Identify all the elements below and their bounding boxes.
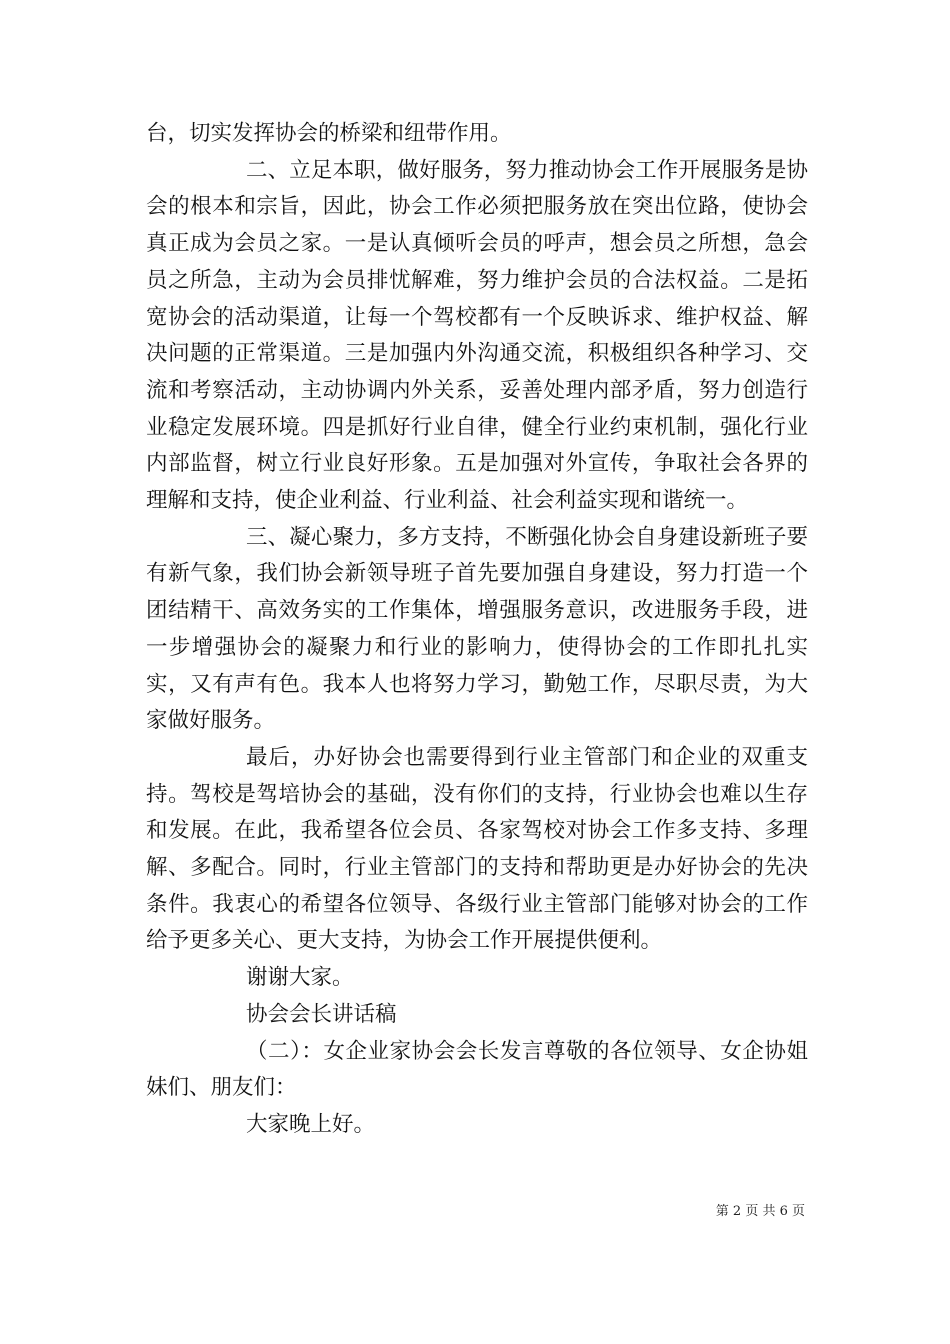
- paragraph-thanks: 谢谢大家。: [246, 965, 354, 991]
- paragraph-speech-title: 协会会长讲话稿: [246, 1001, 397, 1027]
- paragraph-speech-two-intro: （二）：女企业家协会会长发言尊敬的各位领导、女企协姐妹们、朋友们：: [146, 1038, 808, 1101]
- paragraph-section-three: 三、凝心聚力，多方支持，不断强化协会自身建设新班子要有新气象，我们协会新领导班子首先要加强自身建设，努力打造一个团结精干、高效务实的工作集体，增强服务意识，改进服务手段，进一步增强协会的凝聚力和行业的影响力，使得协会的工作即扎扎实实，又有声有色。我本人也将努力学习，勤勉工作，尽职尽责，为大家做好服务。: [146, 524, 808, 734]
- document-body: [146, 116, 808, 1144]
- page-number-footer: 第 2 页 共 6 页: [715, 1204, 805, 1219]
- paragraph-continuation: 台，切实发挥协会的桥梁和纽带作用。: [146, 121, 512, 146]
- paragraph-greeting: 大家晚上好。: [246, 1111, 376, 1137]
- paragraph-section-two: 二、立足本职，做好服务，努力推动协会工作开展服务是协会的根本和宗旨，因此，协会工作必须把服务放在突出位路，使协会真正成为会员之家。一是认真倾听会员的呼声，想会员之所想，急会员之所急，主动为会员排忧解难，努力维护会员的合法权益。二是拓宽协会的活动渠道，让每一个驾校都有一个反映诉求、维护权益、解决问题的正常渠道。三是加强内外沟通交流，积极组织各种学习、交流和考察活动，主动协调内外关系，妥善处理内部矛盾，努力创造行业稳定发展环境。四是抓好行业自律，健全行业约束机制，强化行业内部监督，树立行业良好形象。五是加强对外宣传，争取社会各界的理解和支持，使企业利益、行业利益、社会利益实现和谐统一。: [146, 157, 808, 514]
- paragraph-closing: 最后，办好协会也需要得到行业主管部门和企业的双重支持。驾校是驾培协会的基础，没有你们的支持，行业协会也难以生存和发展。在此，我希望各位会员、各家驾校对协会工作多支持、多理解、多配合。同时，行业主管部门的支持和帮助更是办好协会的先决条件。我衷心的希望各位领导、各级行业主管部门能够对协会的工作给予更多关心、更大支持，为协会工作开展提供便利。: [146, 744, 808, 954]
